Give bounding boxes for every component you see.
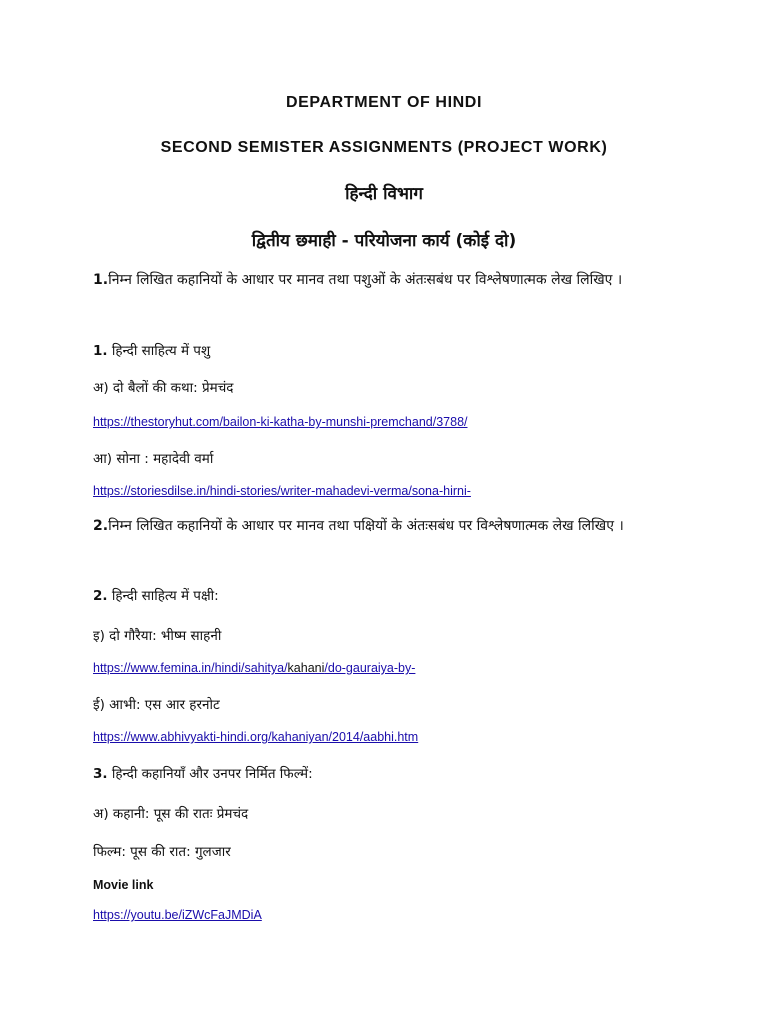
item-poos-ki-raat-story: अ) कहानी: पूस की रातः प्रेमचंद (93, 806, 249, 822)
link-aabhi[interactable]: https://www.abhivyakti-hindi.org/kahaniyan/2014/aabhi.htm (93, 730, 419, 744)
link-do-gauraiya-part-2[interactable]: /do-gauraiya-by- (324, 661, 416, 675)
section-1-label: हिन्दी साहित्य में पशु (111, 343, 211, 359)
question-2-number: 2. (93, 518, 109, 534)
question-1-text: निम्न लिखित कहानियों के आधार पर मानव तथा पशुओं के अंतःसबंध पर विश्लेषणात्मक लेख लिखिए । (108, 272, 623, 288)
department-heading-english: DEPARTMENT OF HINDI (286, 94, 482, 111)
section-2-label: हिन्दी साहित्य में पक्षी: (111, 588, 219, 604)
section-3-label: हिन्दी कहानियाँ और उनपर निर्मित फिल्में: (111, 766, 313, 782)
item-do-bailon-ki-katha: अ) दो बैलों की कथा: प्रेमचंद (93, 380, 234, 396)
link-do-gauraiya[interactable] (93, 661, 415, 675)
link-bailon-ki-katha[interactable]: https://thestoryhut.com/bailon-ki-katha-by-munshi-premchand/3788/ (93, 415, 468, 429)
item-sona: आ) सोना : महादेवी वर्मा (93, 451, 214, 467)
link-do-gauraiya-plain-text: kahani (287, 661, 325, 675)
assignment-title-hindi: द्वितीय छमाही - परियोजना कार्य (कोई दो) (251, 231, 517, 251)
section-3-number: 3. (93, 766, 108, 782)
department-heading-hindi: हिन्दी विभाग (345, 184, 423, 204)
link-youtube-movie[interactable]: https://youtu.be/iZWcFaJMDiA (93, 908, 262, 922)
item-do-gauraiya: इ) दो गौरैया: भीष्म साहनी (93, 628, 222, 644)
section-2-number: 2. (93, 588, 108, 604)
assignment-title-english: SECOND SEMISTER ASSIGNMENTS (PROJECT WORK) (160, 139, 608, 156)
question-2-text: निम्न लिखित कहानियों के आधार पर मानव तथा पक्षियों के अंतःसबंध पर विश्लेषणात्मक लेख लिखिए । (108, 518, 624, 534)
movie-link-label: Movie link (93, 878, 154, 892)
item-aabhi: ई) आभी: एस आर हरनोट (93, 697, 220, 713)
section-2-title (93, 586, 219, 604)
link-do-gauraiya-part-1[interactable]: https://www.femina.in/hindi/sahitya/ (93, 661, 288, 675)
question-1 (93, 266, 675, 294)
section-1-number: 1. (93, 343, 108, 359)
question-2 (93, 512, 675, 540)
section-1-title (93, 341, 210, 359)
item-poos-ki-raat-film: फिल्म: पूस की रात: गुलजार (93, 844, 231, 860)
question-1-number: 1. (93, 272, 109, 288)
section-3-title (93, 764, 313, 782)
link-sona-hirni[interactable]: https://storiesdilse.in/hindi-stories/writer-mahadevi-verma/sona-hirni- (93, 484, 471, 498)
